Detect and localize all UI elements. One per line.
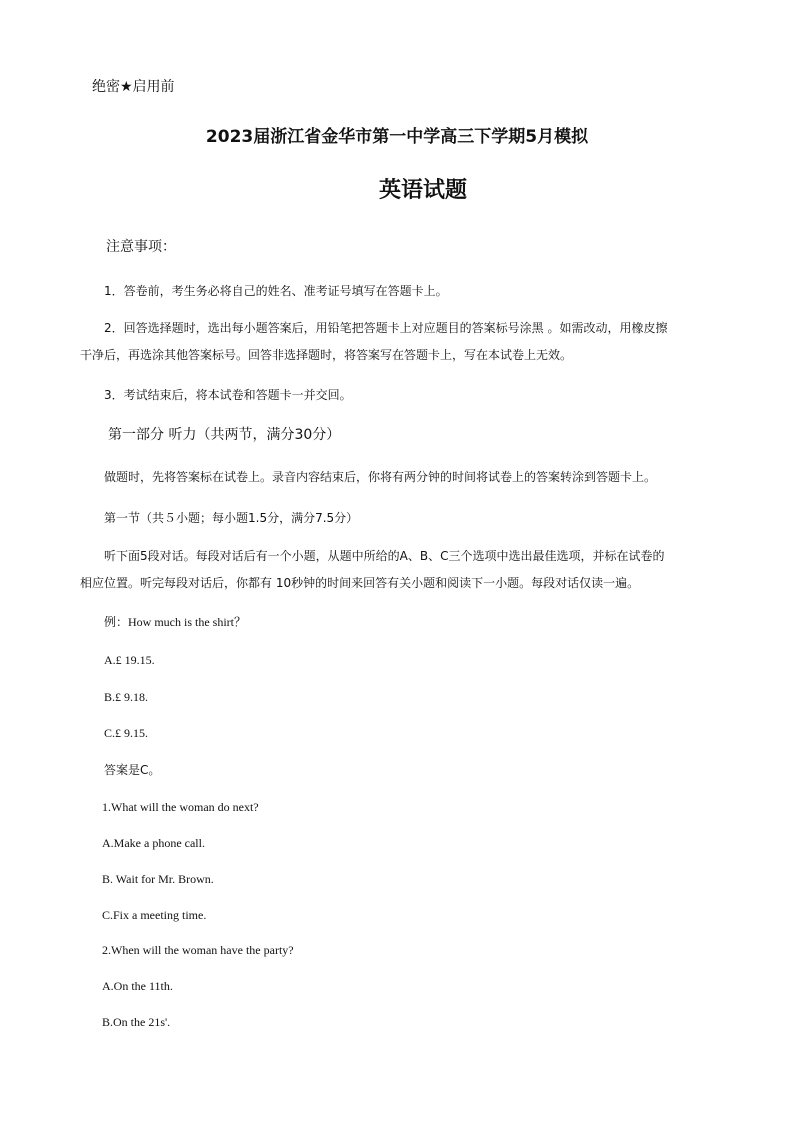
example-option-c: C.£ 9.15.	[104, 726, 149, 740]
notice-item-2-line-2: 干净后，再选涂其他答案标号。回答非选择题时，将答案写在答题卡上，写在本试卷上无效。	[80, 348, 573, 362]
example-label: 例：	[104, 615, 129, 629]
question-1-option-c: C.Fix a meeting time.	[102, 908, 207, 922]
example-option-b: B.£ 9.18.	[104, 690, 149, 704]
notice-item-3: 3．考试结束后，将本试卷和答题卡一并交回。	[104, 388, 352, 402]
question-2-option-b: B.On the 21s'.	[102, 1015, 171, 1029]
part1-instruction: 做题时，先将答案标在试卷上。录音内容结束后，你将有两分钟的时间将试卷上的答案转涂到答题卡上。	[104, 470, 657, 484]
question-1-stem: 1.What will the woman do next?	[102, 800, 259, 814]
section1-instruction-line-2: 相应位置。听完每段对话后，你都有 10秒钟的时间来回答有关小题和阅读下一小题。每段对话仅读一遍。	[80, 576, 640, 590]
notice-item-2-line-1: 2．回答选择题时，选出每小题答案后，用铅笔把答题卡上对应题目的答案标号涂黑 。如需改动，用橡皮擦	[104, 321, 668, 335]
exam-subtitle: 英语试题	[378, 178, 467, 203]
confidential-label: 绝密★启用前	[92, 79, 175, 95]
question-1-option-a: A.Make a phone call.	[102, 836, 205, 850]
section1-instruction-line-1: 听下面5段对话。每段对话后有一个小题，从题中所给的A、B、C三个选项中选出最佳选项，并标在试卷的	[104, 549, 665, 563]
section1-heading: 第一节（共５小题；每小题1.5分，满分7.5分）	[104, 511, 359, 525]
question-2-option-a: A.On the 11th.	[102, 979, 173, 993]
example-option-a: A.£ 19.15.	[104, 653, 155, 667]
part1-heading: 第一部分 听力（共两节，满分30分）	[108, 427, 341, 443]
question-1-option-b: B. Wait for Mr. Brown.	[102, 872, 214, 886]
question-2-stem: 2.When will the woman have the party?	[102, 943, 294, 957]
notice-item-1: 1．答卷前，考生务必将自己的姓名、准考证号填写在答题卡上。	[104, 284, 448, 298]
notice-heading: 注意事项：	[106, 239, 176, 255]
exam-title: 2023届浙江省金华市第一中学高三下学期5月模拟	[205, 127, 589, 147]
example-question	[104, 614, 246, 630]
example-question-text: How much is the shirt？	[128, 615, 247, 629]
example-answer: 答案是C。	[104, 763, 161, 777]
